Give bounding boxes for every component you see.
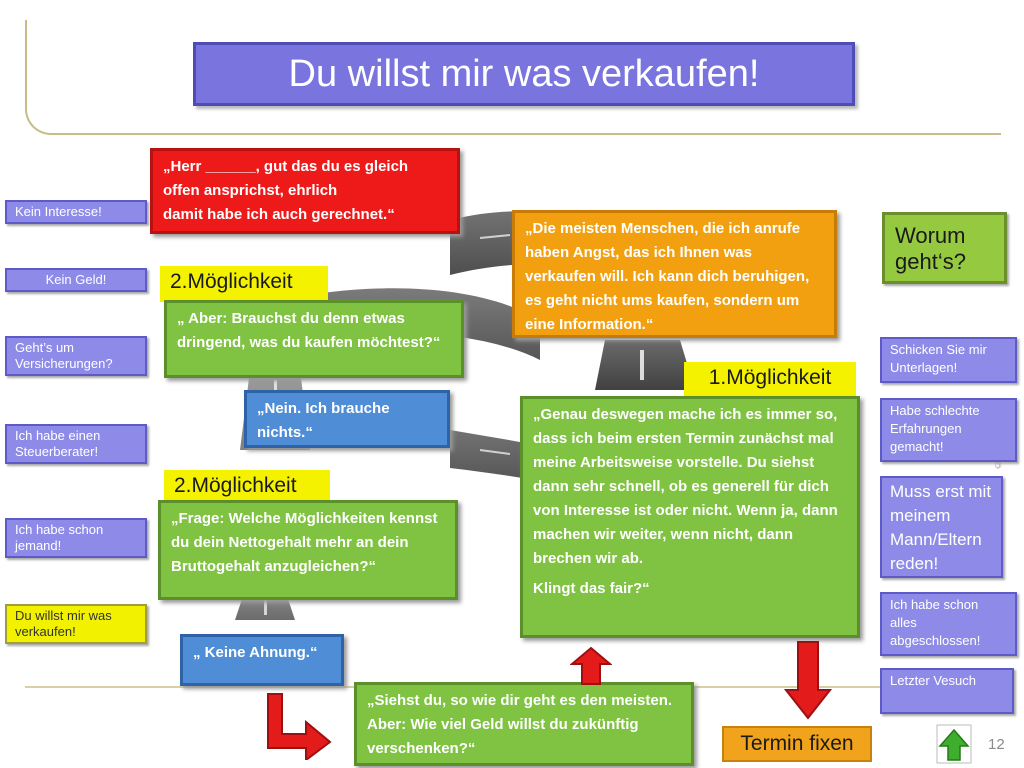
objection-kein-geld-button[interactable] [5, 268, 147, 292]
arrow-up-icon [570, 646, 612, 686]
objection-abgeschlossen-button[interactable] [880, 592, 1017, 656]
option-2b-box [158, 500, 458, 600]
button-label: Muss erst mit meinem Mann/Eltern reden! [890, 482, 992, 573]
response-text: „Genau deswegen mache ich es immer so, dass ich beim ersten Termin zunächst mal meine Arbeitsweise vorstelle. Du siehst dann sehr schnell, ob es generell für dich von Interesse ist oder nicht. Wenn ja, dann machen wir weiter, wenn nicht, dann brechen wir ab. [533, 406, 838, 567]
button-label: Ich habe einen Steuerberater! [15, 428, 101, 459]
objection-schlechte-erfahrungen-button[interactable] [880, 398, 1017, 462]
home-navigation-icon[interactable] [936, 724, 972, 764]
response-red-box [150, 148, 460, 234]
answer-nein-box [244, 390, 450, 448]
option-1-label: 1.Möglichkeit [684, 362, 856, 398]
response-text: „ Aber: Brauchst du denn etwas dringend, was du kaufen möchtest?“ [177, 310, 441, 351]
response-siehst-du-box [354, 682, 694, 766]
response-text: „Frage: Welche Möglichkeiten kennst du dein Nettogehalt mehr an dein Bruttogehalt anzugleichen?“ [171, 510, 438, 575]
response-orange-box [512, 210, 837, 338]
button-label: Worum geht‘s? [895, 223, 966, 274]
objection-schon-jemand-button[interactable] [5, 518, 147, 558]
objection-versicherungen-button[interactable] [5, 336, 147, 376]
option-2a-box [164, 300, 464, 378]
response-text: Klingt das fair?“ [533, 580, 650, 597]
option-1-box [520, 396, 860, 638]
button-label: Kein Interesse! [15, 204, 102, 219]
termin-fixen-button[interactable] [722, 726, 872, 762]
button-label: Geht’s um Versicherungen? [15, 340, 113, 371]
button-label: Ich habe schon jemand! [15, 522, 104, 553]
letzter-versuch-button[interactable] [880, 668, 1014, 714]
page-title-text: Du willst mir was verkaufen! [288, 53, 760, 95]
button-label: Du willst mir was verkaufen! [15, 608, 112, 639]
page-title [193, 42, 855, 106]
page-number: 12 [988, 736, 1005, 753]
response-text: „Nein. Ich brauche nichts.“ [257, 400, 390, 441]
option-2a-label: 2.Möglichkeit [160, 266, 328, 302]
response-text: „ Keine Ahnung.“ [193, 644, 318, 661]
copyright-mark: © [993, 460, 1003, 470]
button-label: Schicken Sie mir Unterlagen! [890, 342, 987, 375]
objection-verkaufen-button[interactable] [5, 604, 147, 644]
button-label: Habe schlechte Erfahrungen gemacht! [890, 403, 980, 454]
objection-steuerberater-button[interactable] [5, 424, 147, 464]
response-line: damit habe ich auch gerechnet.“ [163, 206, 395, 223]
objection-kein-interesse-button[interactable] [5, 200, 147, 224]
response-line: offen ansprichst, ehrlich [163, 182, 338, 199]
button-label: Termin fixen [740, 732, 854, 755]
response-line: „Herr ______, gut das du es gleich [163, 158, 409, 175]
objection-mann-eltern-button[interactable] [880, 476, 1003, 578]
button-label: Kein Geld! [45, 272, 107, 287]
button-label: Ich habe schon alles abgeschlossen! [890, 597, 981, 648]
response-text: „Siehst du, so wie dir geht es den meisten. Aber: Wie viel Geld willst du zukünftig verschenken?“ [367, 692, 673, 757]
answer-keine-ahnung-box [180, 634, 344, 686]
objection-unterlagen-button[interactable] [880, 337, 1017, 383]
worum-gehts-button[interactable] [882, 212, 1007, 284]
response-text: „Die meisten Menschen, die ich anrufe haben Angst, das ich Ihnen was verkaufen will. Ich kann dich beruhigen, es geht nicht ums kaufen, sondern um eine Information.“ [525, 220, 810, 333]
arrow-down-icon [784, 640, 832, 720]
arrow-right-icon [266, 690, 336, 760]
button-label: Letzter Vesuch [890, 673, 976, 688]
option-2b-label: 2.Möglichkeit [164, 470, 330, 504]
